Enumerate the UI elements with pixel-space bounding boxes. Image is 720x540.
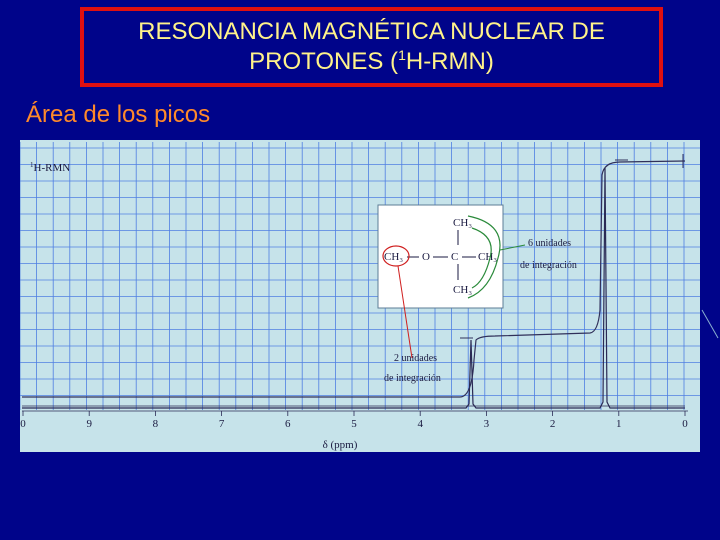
edge-mark [700,308,720,344]
molecule-c: C [451,251,459,263]
title-superscript: 1 [398,47,406,63]
annotation-6-line2: de integración [520,260,577,271]
x-tick-label: 7 [218,418,225,430]
pointer-line-6 [500,245,525,250]
edge-mark-line [702,310,718,338]
subtitle: Área de los picos [26,101,211,128]
spectrum-trace [22,168,685,408]
x-axis-label: δ (ppm) [322,439,358,451]
spectrum-svg [20,140,700,452]
x-tick-label: 1 [616,418,622,430]
x-tick-label: 0 [682,418,688,430]
x-axis-ticks [20,411,688,430]
x-tick-label: 6 [285,418,291,430]
title-line-2 [249,47,494,77]
title-box [80,7,663,87]
integration-curve [22,161,685,397]
nmr-spectrum-image [20,140,700,452]
x-tick-label: 4 [417,418,423,430]
annotation-2-line1: 2 unidades [394,353,438,364]
x-tick-label: 8 [152,418,159,430]
title-line-1: RESONANCIA MAGNÉTICA NUCLEAR DE [138,18,605,45]
title-line-2-post: H-RMN) [405,48,494,75]
x-tick-label: 9 [86,418,92,430]
x-tick-label: 5 [351,418,357,430]
molecule-ch3-bottom: CH₃ [453,284,473,296]
spectrum-label-sup: 1 [30,161,34,169]
title-line-2-pre: PROTONES ( [249,48,399,75]
molecule-ch3-right: CH₃ [478,251,498,263]
annotation-6-line1: 6 unidades [528,238,572,249]
x-tick-label: 3 [483,418,490,430]
x-tick-label: 2 [549,418,556,430]
spectrum-label-text: H-RMN [33,162,71,174]
molecule-ch3-top: CH₃ [453,217,473,229]
x-tick-label: 0 [20,418,26,430]
molecule-o: O [422,251,430,263]
spectrum-grid [20,142,700,410]
annotation-2-line2: de integración [384,373,441,384]
spectrum-label [30,161,70,174]
molecule-ch3-left: CH₃ [384,251,404,263]
